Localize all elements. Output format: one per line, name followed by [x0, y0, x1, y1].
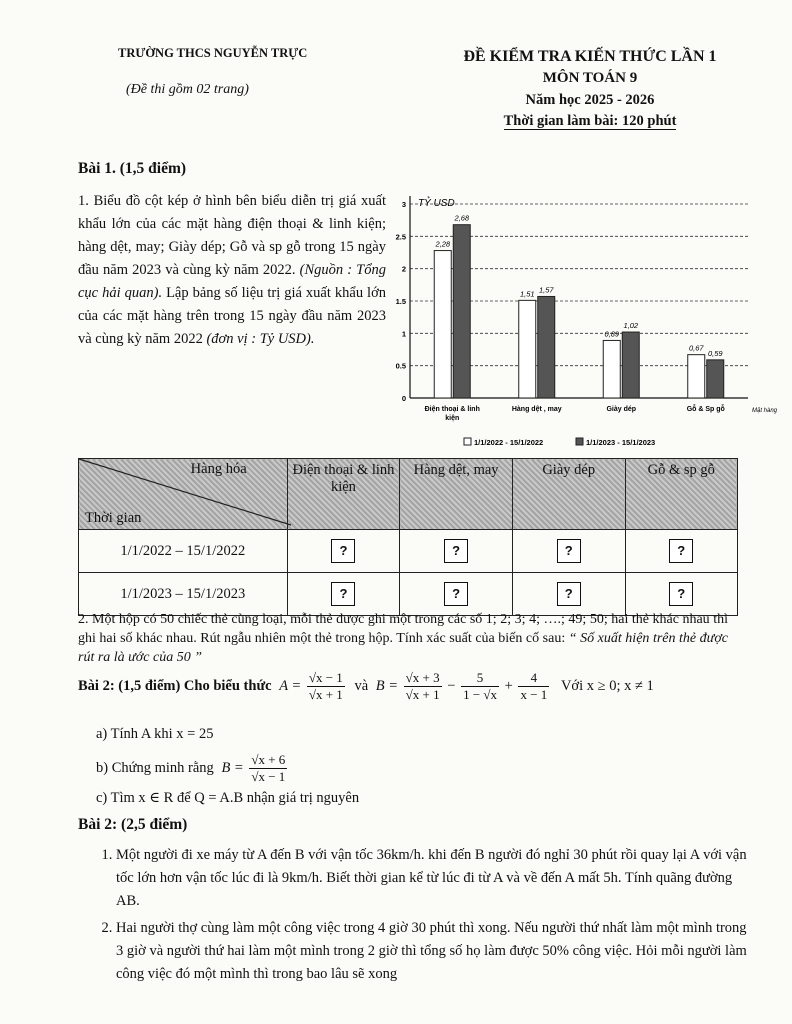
category-label: Gỗ & Sp gỗ — [686, 406, 725, 413]
answer-box[interactable]: ? — [669, 582, 693, 606]
q1-source: (Nguồn : Tổng cục hải quan). — [78, 262, 386, 301]
y-tick-label: 0.5 — [395, 361, 406, 371]
B-t2-den: 1 − √x — [463, 687, 498, 702]
table-cell — [625, 530, 738, 573]
bai1-title: Bài 1. (1,5 điểm) — [78, 160, 187, 177]
part-b-num: √x + 6 — [251, 752, 286, 767]
A-lhs: A = — [279, 677, 302, 694]
y-tick-label: 3 — [401, 200, 406, 209]
x-axis-note: Mặt hàng — [752, 408, 778, 414]
table-cell — [400, 530, 513, 573]
q1-unit: (đơn vị : Tỷ USD). — [206, 331, 315, 347]
and-word: và — [354, 677, 369, 694]
bai2a-intro-line — [78, 670, 758, 703]
part-b-fraction — [249, 752, 287, 785]
school-name: TRƯỜNG THCS NGUYỄN TRỰC — [118, 46, 308, 60]
duration — [440, 113, 740, 130]
table-col-header: Hàng dệt, may — [400, 459, 513, 530]
school-year: Năm học 2025 - 2026 — [525, 92, 655, 108]
list-item: 1. Một người đi xe máy từ A đến B với vận tốc 36km/h. khi đến B người đó nghỉ 30 phút rồi quay lại A với vận tốc lớn hơn vận tốc lúc đi là 9km/h. Biết thời gian kể từ lúc đi từ A và về đến A mất 5h. Tính quãng đường AB. — [116, 844, 756, 913]
bai1-q1 — [78, 190, 386, 351]
y-tick-label: 1.5 — [395, 297, 406, 306]
part-b-text: b) Chứng minh rằng — [96, 759, 214, 776]
data-label: 1,51 — [519, 289, 535, 299]
B-t2-num: 5 — [461, 670, 499, 687]
B-t1-den: √x + 1 — [405, 687, 440, 702]
table-col-header: Điện thoại & linh kiện — [287, 459, 400, 530]
A-num: √x − 1 — [308, 670, 343, 685]
bai2a-part-b — [96, 752, 289, 785]
B-term2 — [461, 670, 499, 703]
answer-box[interactable]: ? — [557, 539, 581, 563]
table-corner-cell — [79, 459, 288, 530]
bar — [688, 355, 705, 398]
part-b-den: √x − 1 — [251, 769, 286, 784]
answer-box[interactable]: ? — [331, 539, 355, 563]
word-problems — [92, 844, 756, 990]
duration-text: Thời gian làm bài: 120 phút — [503, 113, 677, 129]
bar — [453, 225, 470, 398]
q1-text2: Lập bảng số liệu trị giá xuất khẩu lớn của các mặt hàng trên trong 15 ngày đầu năm 2023 và cùng kỳ năm 2022 — [78, 285, 386, 347]
legend-swatch-2022 — [464, 438, 471, 445]
minus-sign: − — [447, 677, 456, 694]
category-label: Hàng dệt , may — [511, 406, 562, 413]
row-label: 1/1/2022 – 15/1/2022 — [79, 530, 288, 573]
data-label: 0,67 — [688, 343, 704, 353]
data-label: 2,28 — [435, 239, 451, 249]
B-term1 — [404, 670, 442, 703]
B-lhs: B = — [375, 677, 399, 694]
list-item: 2. Hai người thợ cùng làm một công việc trong 4 giờ 30 phút thì xong. Nếu người thứ nhất làm một mình trong 3 giờ và người thứ hai làm một mình trong 2 giờ thì tổng số họ làm được 50% công việc. Hỏi mỗi người làm công việc đó một mình thì trong bao lâu sẽ xong — [116, 917, 756, 986]
category-label: Điện thoại & linh kiện — [424, 406, 480, 422]
table-col-header: Gỗ & sp gỗ — [625, 459, 738, 530]
q1-text: 1. Biểu đồ cột kép ở hình bên biểu diễn trị giá xuất khẩu lớn của các mặt hàng điện thoại & linh kiện; hàng dệt, may; Giày dép; Gỗ và sp gỗ trong 15 ngày đầu năm 2023 và cùng kỳ năm 2022. — [78, 193, 386, 278]
table-col-header: Giày dép — [512, 459, 625, 530]
legend — [464, 438, 655, 447]
corner-top-label: Hàng hóa — [190, 461, 247, 477]
legend-label-2022: 1/1/2022 - 15/1/2022 — [474, 438, 544, 447]
data-table — [78, 458, 738, 616]
data-label: 0,59 — [707, 348, 723, 358]
A-den: √x + 1 — [308, 687, 343, 702]
B-t1-num: √x + 3 — [405, 670, 440, 685]
y-tick-label: 0 — [401, 394, 406, 403]
legend-swatch-2023 — [576, 438, 583, 445]
condition: Với x ≥ 0; x ≠ 1 — [560, 677, 654, 694]
y-axis-label: TỶ USD — [418, 198, 455, 209]
row-label: 1/1/2023 – 15/1/2023 — [79, 573, 288, 616]
bar — [434, 251, 451, 398]
answer-box[interactable]: ? — [444, 539, 468, 563]
bai2b-title: Bài 2: (2,5 điểm) — [78, 816, 188, 833]
bai2a-part-a: a) Tính A khi x = 25 — [96, 726, 214, 742]
B-term3 — [518, 670, 549, 703]
B-t3-num: 4 — [518, 670, 549, 687]
bai1-q2 — [78, 610, 728, 667]
bar — [603, 340, 620, 398]
B-t3-den: x − 1 — [520, 687, 548, 702]
q2-text: 2. Một hộp có 50 chiếc thẻ cùng loại, mỗi thẻ được ghi một trong các số 1; 2; 3; 4; ….; 49; 50; hai thẻ khác nhau thì ghi hai số khác nhau. Rút ngẫu nhiên một thẻ trong hộp. Tính xác suất của biến cố sau: — [78, 612, 728, 646]
category-label: Giày dép — [606, 406, 637, 413]
answer-box[interactable]: ? — [331, 582, 355, 606]
data-label: 2,68 — [454, 213, 470, 223]
data-label: 1,02 — [623, 321, 639, 331]
answer-box[interactable]: ? — [669, 539, 693, 563]
y-tick-label: 2 — [401, 264, 406, 274]
table-row — [79, 530, 738, 573]
export-bar-chart — [388, 190, 778, 455]
table-cell — [287, 530, 400, 573]
table-cell — [512, 530, 625, 573]
pages-note: (Đề thi gồm 02 trang) — [126, 82, 249, 97]
bar — [707, 360, 724, 398]
y-tick-label: 2.5 — [395, 232, 406, 242]
part-b-lhs: B = — [221, 759, 244, 776]
answer-box[interactable]: ? — [557, 582, 581, 606]
y-tick-label: 1 — [401, 329, 406, 339]
answer-box[interactable]: ? — [444, 582, 468, 606]
A-fraction — [307, 670, 345, 703]
corner-bottom-label: Thời gian — [85, 510, 142, 526]
data-label: 0,89 — [604, 329, 620, 339]
legend-label-2023: 1/1/2023 - 15/1/2023 — [586, 438, 656, 447]
bai2a-intro: Bài 2: (1,5 điểm) Cho biểu thức — [78, 677, 272, 694]
bar — [519, 300, 536, 398]
bai2a-part-c: c) Tìm x ∈ R để Q = A.B nhận giá trị nguyên — [96, 790, 360, 806]
bar — [622, 332, 639, 398]
table-header-row — [79, 459, 738, 530]
q2-event: “ Số xuất hiện trên thẻ được rút ra là ước của 50 ” — [78, 631, 729, 665]
subject: MÔN TOÁN 9 — [542, 70, 638, 86]
plus-sign: + — [504, 677, 513, 694]
exam-title: ĐỀ KIỂM TRA KIẾN THỨC LẦN 1 — [463, 48, 717, 65]
bar — [538, 296, 555, 398]
data-label: 1,57 — [538, 285, 554, 295]
